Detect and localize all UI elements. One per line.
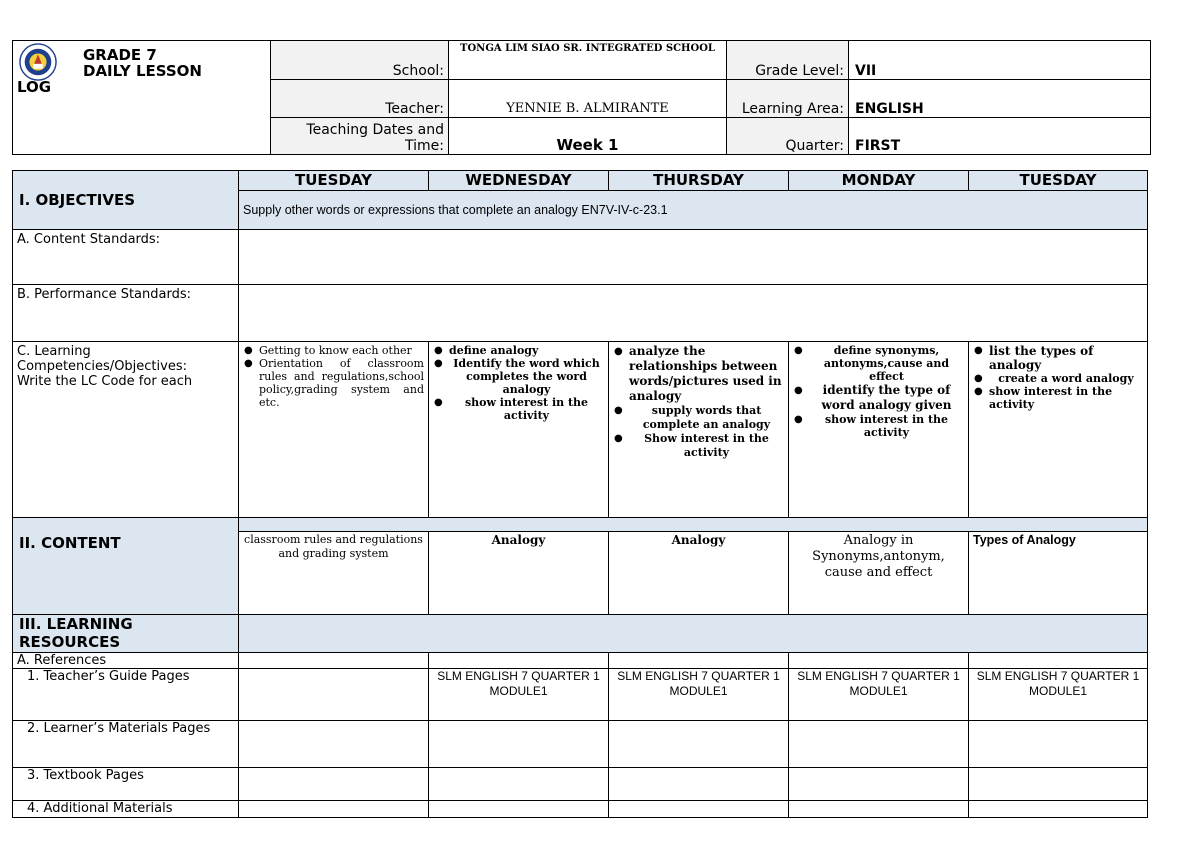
tg-cell-4: SLM ENGLISH 7 QUARTER 1 MODULE1 — [789, 669, 969, 721]
lc-item: ● analyze the relationships between words/pictures used in analogy — [629, 344, 784, 404]
lm-cell — [429, 721, 609, 768]
tg-cell-2: SLM ENGLISH 7 QUARTER 1 MODULE1 — [429, 669, 609, 721]
tg-cell-1 — [239, 669, 429, 721]
am-cell — [789, 801, 969, 818]
content-cell-4: Analogy in Synonyms,antonym, cause and effect — [789, 532, 969, 615]
references-cell — [969, 653, 1148, 669]
lc-item: ● show interest in the activity — [989, 385, 1143, 411]
textbook-pages-label: 3. Textbook Pages — [13, 768, 239, 801]
title-line-1: GRADE 7 — [83, 46, 157, 64]
lc-item: ● create a word analogy — [989, 372, 1143, 385]
school-label: School: — [271, 41, 449, 80]
teaching-dates-value: Week 1 — [449, 118, 727, 155]
lesson-log-title — [13, 41, 271, 118]
am-cell — [239, 801, 429, 818]
tg-cell-3: SLM ENGLISH 7 QUARTER 1 MODULE1 — [609, 669, 789, 721]
tg-cell-5: SLM ENGLISH 7 QUARTER 1 MODULE1 — [969, 669, 1148, 721]
lc-item: ● Getting to know each other — [259, 344, 424, 357]
lc-cell-2 — [429, 342, 609, 518]
am-cell — [969, 801, 1148, 818]
lm-cell — [239, 721, 429, 768]
school-value: TONGA LIM SIAO SR. INTEGRATED SCHOOL — [449, 41, 727, 80]
content-cell-3: Analogy — [609, 532, 789, 615]
lm-cell — [609, 721, 789, 768]
day-header-1: TUESDAY — [239, 171, 429, 191]
lesson-plan-table — [12, 170, 1148, 818]
tb-cell — [969, 768, 1148, 801]
lc-item: ● define analogy — [449, 344, 604, 357]
teachers-guide-label: 1. Teacher’s Guide Pages — [13, 669, 239, 721]
references-cell — [789, 653, 969, 669]
quarter-label: Quarter: — [727, 118, 849, 155]
lc-cell-5 — [969, 342, 1148, 518]
learning-area-value: ENGLISH — [849, 80, 1151, 118]
lc-cell-1 — [239, 342, 429, 518]
day-header-5: TUESDAY — [969, 171, 1148, 191]
am-cell — [429, 801, 609, 818]
content-blue-bar — [239, 518, 1148, 532]
lc-item: ● Identify the word which completes the word analogy — [449, 357, 604, 396]
lc-code-note: Write the LC Code for each — [17, 374, 193, 389]
lc-cell-3 — [609, 342, 789, 518]
tb-cell — [789, 768, 969, 801]
additional-materials-label: 4. Additional Materials — [13, 801, 239, 818]
content-cell-2: Analogy — [429, 532, 609, 615]
learning-competencies-label — [13, 342, 239, 518]
day-header-3: THURSDAY — [609, 171, 789, 191]
objectives-heading: I. OBJECTIVES — [13, 171, 239, 230]
lc-item: ● Show interest in the activity — [629, 432, 784, 460]
learners-materials-label: 2. Learner’s Materials Pages — [13, 721, 239, 768]
references-cell — [609, 653, 789, 669]
content-cell-5: Types of Analogy — [969, 532, 1148, 615]
grade-level-label: Grade Level: — [727, 41, 849, 80]
performance-standards-label: B. Performance Standards: — [13, 285, 239, 342]
lc-item: ● identify the type of word analogy given — [809, 383, 964, 413]
title-line-2: DAILY LESSON — [83, 62, 202, 80]
learning-area-label: Learning Area: — [727, 80, 849, 118]
teaching-dates-label: Teaching Dates and Time: — [271, 118, 449, 155]
lc-item: ● list the types of analogy — [989, 344, 1143, 372]
teacher-value: YENNIE B. ALMIRANTE — [449, 80, 727, 118]
lc-item: ● Orientation of classroom rules and regulations,school policy,grading system and etc. — [259, 357, 424, 409]
performance-standards-value — [239, 285, 1148, 342]
title-line-3: LOG — [17, 78, 52, 96]
lc-item: ● define synonyms, antonyms,cause and effect — [809, 344, 964, 383]
lm-cell — [789, 721, 969, 768]
tb-cell — [429, 768, 609, 801]
lc-label-line: C. Learning Competencies/Objectives: — [17, 344, 187, 374]
references-label: A. References — [13, 653, 239, 669]
lm-cell — [969, 721, 1148, 768]
references-cell — [239, 653, 429, 669]
am-cell — [609, 801, 789, 818]
resources-blue-bar — [239, 615, 1148, 653]
day-header-2: WEDNESDAY — [429, 171, 609, 191]
day-header-4: MONDAY — [789, 171, 969, 191]
content-heading: II. CONTENT — [13, 518, 239, 615]
tb-cell — [239, 768, 429, 801]
quarter-value: FIRST — [849, 118, 1151, 155]
content-standards-label: A. Content Standards: — [13, 230, 239, 285]
references-cell — [429, 653, 609, 669]
tb-cell — [609, 768, 789, 801]
lc-item: ● show interest in the activity — [809, 413, 964, 439]
teacher-label: Teacher: — [271, 80, 449, 118]
lc-cell-4 — [789, 342, 969, 518]
objectives-text: Supply other words or expressions that complete an analogy EN7V-IV-c-23.1 — [239, 191, 1148, 230]
learning-resources-heading: III. LEARNING RESOURCES — [13, 615, 239, 653]
lc-item: ● supply words that complete an analogy — [629, 404, 784, 432]
lc-item: ● show interest in the activity — [449, 396, 604, 422]
title-filler — [13, 118, 271, 155]
header-table — [12, 40, 1151, 155]
grade-level-value: VII — [849, 41, 1151, 80]
content-cell-1: classroom rules and regulations and grading system — [239, 532, 429, 615]
content-standards-value — [239, 230, 1148, 285]
